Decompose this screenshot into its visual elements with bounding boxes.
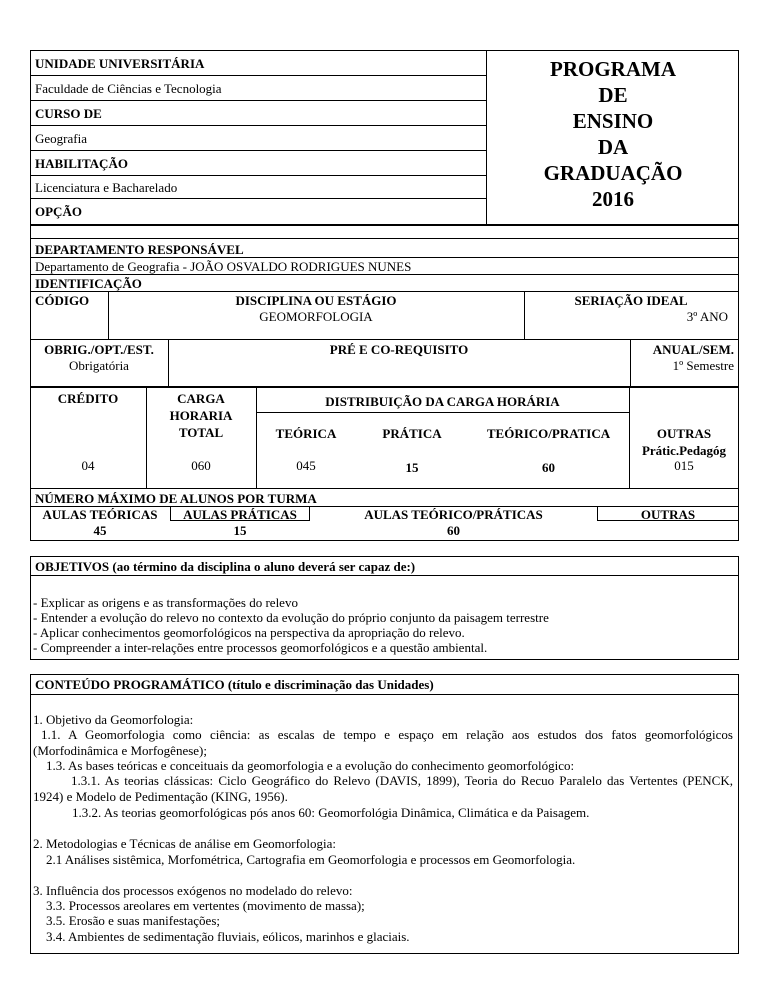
conteudo-item: 3.4. Ambientes de sedimentação fluviais, eólicos, marinhos e glaciais. xyxy=(46,929,410,944)
conteudo-item: 3. Influência dos processos exógenos no modelado do relevo: xyxy=(33,883,353,898)
distribuicao-label: DISTRIBUIÇÃO DA CARGA HORÁRIA xyxy=(325,394,560,409)
outras-sub: Prátic.Pedagóg xyxy=(641,443,727,458)
outras-value: 015 xyxy=(674,458,694,473)
programa-line: GRADUAÇÃO xyxy=(543,161,683,185)
row-line xyxy=(30,291,739,292)
programa-line: DE xyxy=(598,83,628,107)
programa-title xyxy=(488,56,738,212)
conteudo-item: 2.1 Análises sistêmica, Morfométrica, Cartografia em Geomorfologia e processos em Geomorfologia. xyxy=(46,852,576,867)
habilitacao-label: HABILITAÇÃO xyxy=(35,156,128,171)
conteudo-item: 1.3. As bases teóricas e conceituais da geomorfologia e a evolução do conhecimento geomorfológico: xyxy=(46,758,575,773)
alunos-label: NÚMERO MÁXIMO DE ALUNOS POR TURMA xyxy=(35,491,317,506)
carga-label: HORARIA xyxy=(169,408,233,423)
pratica-value: 15 xyxy=(405,460,419,475)
carga-value: 060 xyxy=(191,458,211,473)
objetivos-title: OBJETIVOS (ao término da disciplina o aluno deverá ser capaz de:) xyxy=(35,559,416,574)
header-row-line xyxy=(30,198,486,199)
anual-label: ANUAL/SEM. xyxy=(652,342,734,357)
pratica-label: PRÁTICA xyxy=(382,426,442,441)
codigo-label: CÓDIGO xyxy=(35,293,90,308)
header-row-line xyxy=(30,100,486,101)
row-line xyxy=(30,257,739,258)
unidade-value: Faculdade de Ciências e Tecnologia xyxy=(35,81,222,96)
credito-label: CRÉDITO xyxy=(57,391,119,406)
seriacao-value: 3º ANO xyxy=(686,309,728,324)
conteudo-item: 1.1. A Geomorfologia como ciência: as escalas de tempo e espaço em relação aos estudos dos fatos geomorfológicos (Morfodinâmica e Morfogênese); xyxy=(33,727,733,758)
credito-value: 04 xyxy=(81,458,95,473)
curso-label: CURSO DE xyxy=(35,106,102,121)
conteudo-item: 3.5. Erosão e suas manifestações; xyxy=(46,913,221,928)
programa-line: 2016 xyxy=(592,187,634,211)
obrig-value: Obrigatória xyxy=(69,358,129,373)
teorica-value: 045 xyxy=(296,458,316,473)
identificacao-label: IDENTIFICAÇÃO xyxy=(35,276,142,291)
objetivo-item: - Explicar as origens e as transformações do relevo xyxy=(33,595,298,610)
teorica-label: TEÓRICA xyxy=(275,426,337,441)
conteudo-item: 1.3.1. As teorias clássicas: Ciclo Geográfico do Relevo (DAVIS, 1899), Teoria do Recuo Paralelo das Vertentes (PENCK, 1924) e Modelo de Pedimentação (KING, 1956). xyxy=(33,773,733,804)
conteudo-item: 1.3.2. As teorias geomorfológicas pós anos 60: Geomorfológia Dinâmica, Climática e da Paisagem. xyxy=(72,805,590,820)
departamento-value: Departamento de Geografia - JOÃO OSVALDO RODRIGUES NUNES xyxy=(35,259,412,274)
header-row-line xyxy=(30,125,486,126)
programa-line: DA xyxy=(597,135,629,159)
row-line xyxy=(30,274,739,275)
header-row-line xyxy=(30,150,486,151)
curso-value: Geografia xyxy=(35,131,87,146)
teorico-pratica-value: 60 xyxy=(542,460,555,475)
aulas-praticas-label: AULAS PRÁTICAS xyxy=(183,507,297,522)
aulas-praticas-value: 15 xyxy=(233,523,247,538)
prereq-label: PRÉ E CO-REQUISITO xyxy=(329,342,469,357)
seriacao-label: SERIAÇÃO IDEAL xyxy=(574,293,688,308)
conteudo-title-line xyxy=(30,694,739,695)
habilitacao-value: Licenciatura e Bacharelado xyxy=(35,180,178,195)
objetivo-item: - Entender a evolução do relevo no contexto da evolução do próprio conjunto da paisagem terrestre xyxy=(33,610,549,625)
header-divider xyxy=(486,50,487,225)
aulas-teoricas-label: AULAS TEÓRICAS xyxy=(42,507,158,522)
unidade-label: UNIDADE UNIVERSITÁRIA xyxy=(35,56,205,71)
conteudo-title: CONTEÚDO PROGRAMÁTICO (título e discriminação das Unidades) xyxy=(35,677,434,692)
obrig-label: OBRIG./OPT./EST. xyxy=(44,342,154,357)
aulas-outras-label: OUTRAS xyxy=(640,507,696,522)
programa-line: ENSINO xyxy=(572,109,654,133)
anual-value: 1º Semestre xyxy=(672,358,734,373)
conteudo-item: 3.3. Processos areolares em vertentes (movimento de massa); xyxy=(46,898,365,913)
carga-label: CARGA xyxy=(177,391,225,406)
blank-band xyxy=(30,225,739,239)
objetivos-title-line xyxy=(30,575,739,576)
objetivo-item: - Compreender a inter-relações entre processos geomorfológicos e a questão ambiental. xyxy=(33,640,488,655)
departamento-label: DEPARTAMENTO RESPONSÁVEL xyxy=(35,242,244,257)
conteudo-item: 2. Metodologias e Técnicas de análise em Geomorfologia: xyxy=(33,836,336,851)
disciplina-label: DISCIPLINA OU ESTÁGIO xyxy=(235,293,397,308)
aulas-teoricas-value: 45 xyxy=(93,523,107,538)
header-row-line xyxy=(30,75,486,76)
objetivo-item: - Aplicar conhecimentos geomorfológicos na perspectiva da apropriação do relevo. xyxy=(33,625,465,640)
opcao-label: OPÇÃO xyxy=(35,204,82,219)
conteudo-item: 1. Objetivo da Geomorfologia: xyxy=(33,712,194,727)
aulas-teorico-praticas-value: 60 xyxy=(447,523,460,538)
outer-right xyxy=(738,239,739,339)
row-line xyxy=(30,540,739,541)
header-row-line xyxy=(30,175,486,176)
disciplina-value: GEOMORFOLOGIA xyxy=(259,309,373,324)
programa-line: PROGRAMA xyxy=(550,57,676,81)
teorico-pratica-label: TEÓRICO/PRATICA xyxy=(486,426,611,441)
aulas-teorico-praticas-label: AULAS TEÓRICO/PRÁTICAS xyxy=(364,507,543,522)
outer-left xyxy=(30,239,31,339)
carga-label: TOTAL xyxy=(178,425,224,440)
distrib-line xyxy=(256,412,629,413)
outras-label: OUTRAS xyxy=(656,426,712,441)
